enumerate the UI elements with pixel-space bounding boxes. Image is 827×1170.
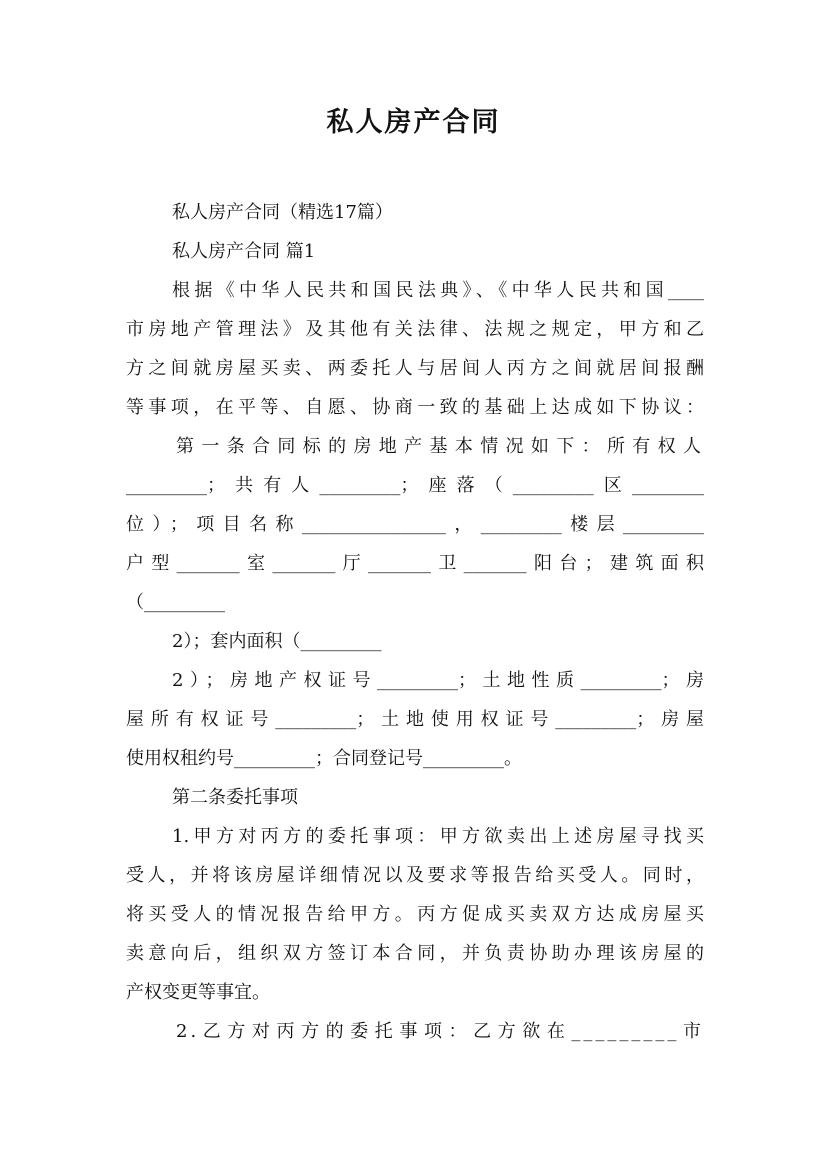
paragraph-line: 第一条合同标的房地产基本情况如下：所有权人	[176, 436, 704, 457]
paragraph-line: _________；共有人_________；座落（_________区________	[126, 475, 704, 496]
paragraph-line: 方之间就房屋买卖、两委托人与居间人丙方之间就居间报酬	[126, 358, 704, 379]
paragraph-line: 产权变更等事宜。	[126, 982, 270, 1003]
section-heading: 私人房产合同 篇1	[172, 241, 316, 262]
paragraph-line: 2）；套内面积（_________	[172, 631, 382, 652]
paragraph-line: 受人，并将该房屋详细情况以及要求等报告给买受人。同时，	[126, 865, 704, 886]
paragraph-line: 2）；房地产权证号_________；土地性质_________；房	[172, 670, 704, 691]
subtitle-line: 私人房产合同（精选17篇）	[172, 202, 393, 223]
paragraph-line: 使用权租约号_________；合同登记号_________。	[126, 748, 522, 769]
paragraph-line: 根据《中华人民共和国民法典》、《中华人民共和国____	[172, 280, 704, 301]
paragraph-line: 市房地产管理法》及其他有关法律、法规之规定，甲方和乙	[126, 319, 704, 340]
paragraph-line: 等事项，在平等、自愿、协商一致的基础上达成如下协议：	[126, 397, 704, 418]
paragraph-line: 2.乙方对丙方的委托事项：乙方欲在_________市	[176, 1021, 704, 1042]
paragraph-line: 将买受人的情况报告给甲方。丙方促成买卖双方达成房屋买	[126, 904, 704, 925]
document-body	[126, 193, 704, 1051]
paragraph-line: 卖意向后，组织双方签订本合同，并负责协助办理该房屋的	[126, 943, 704, 964]
paragraph-line: 户型_______室_______厅_______卫_______阳台；建筑面积	[126, 553, 704, 574]
paragraph-line: 1.甲方对丙方的委托事项：甲方欲卖出上述房屋寻找买	[172, 826, 704, 847]
section-heading: 第二条委托事项	[172, 787, 298, 808]
paragraph-line: （_________	[126, 592, 225, 613]
paragraph-line: 屋所有权证号_________；土地使用权证号_________；房屋	[126, 709, 704, 730]
paragraph-line: 位）；项目名称________________，_________楼层_________	[126, 514, 704, 535]
document-title: 私人房产合同	[326, 107, 501, 138]
